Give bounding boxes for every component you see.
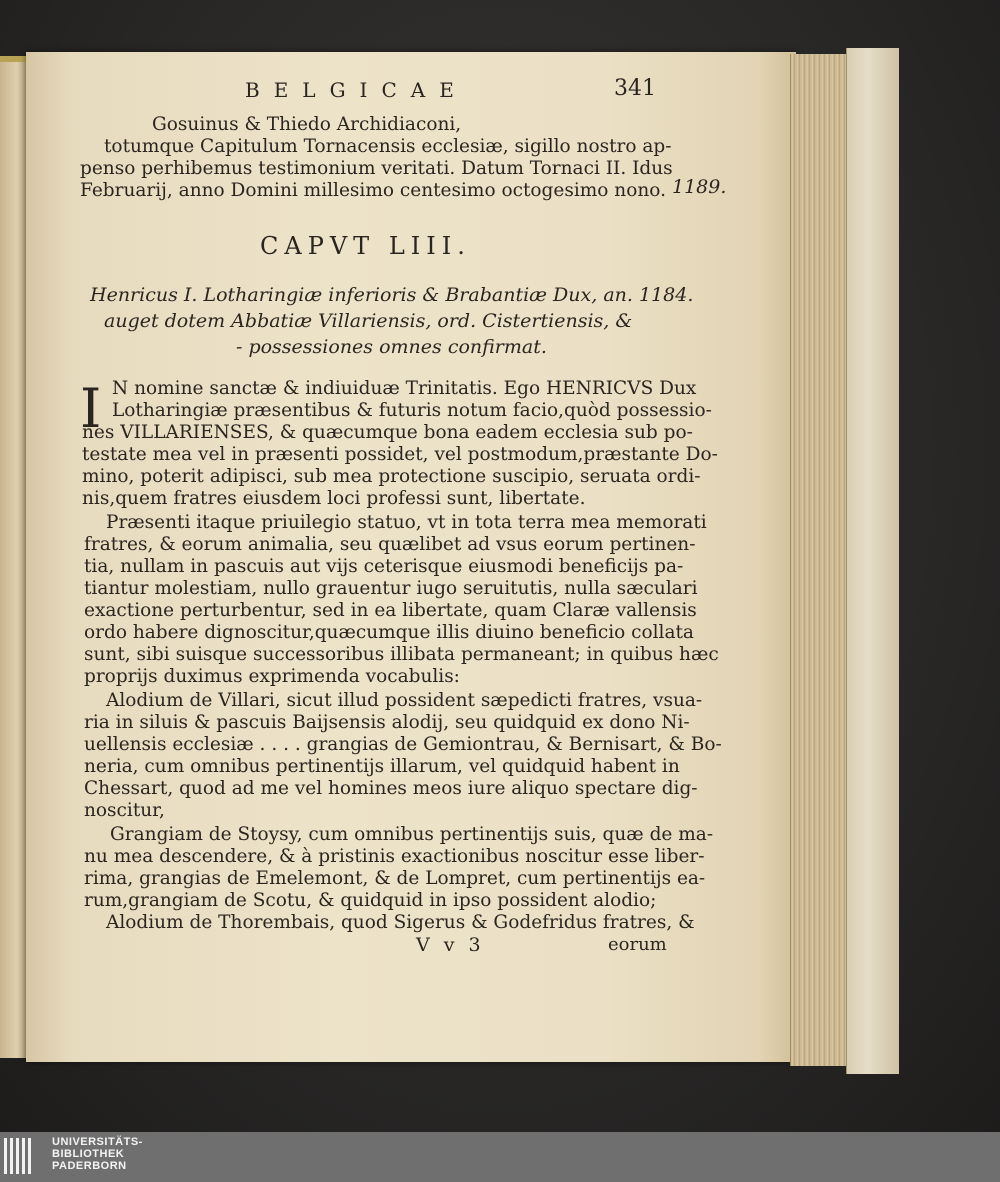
text-line: exactione perturbentur, sed in ea libertate, quam Claræ vallensis <box>84 600 697 621</box>
intro-line: Gosuinus & Thiedo Archidiaconi, <box>152 114 462 135</box>
intro-line: totumque Capitulum Tornacensis ecclesiæ, sigillo nostro ap- <box>104 136 672 157</box>
text-line: Grangiam de Stoysy, cum omnibus pertinentijs suis, quæ de ma- <box>110 824 714 845</box>
text-line: ordo habere dignoscitur,quæcumque illis diuino beneficio collata <box>84 622 694 643</box>
footer-bar <box>0 1132 1000 1182</box>
text-line: mino, poterit adipisci, sub mea protectione suscipio, seruata ordi- <box>82 466 701 487</box>
chapter-summary-line: - possessiones omnes confirmat. <box>236 336 547 358</box>
text-line: proprijs duximus exprimenda vocabulis: <box>84 666 460 687</box>
margin-date: 1189. <box>672 176 727 198</box>
chapter-summary-line: auget dotem Abbatiæ Villariensis, ord. Cistertiensis, & <box>104 310 633 332</box>
text-line: uellensis ecclesiæ . . . . grangias de Gemiontrau, & Bernisart, & Bo- <box>84 734 722 755</box>
catchword: eorum <box>608 934 667 955</box>
text-line: ria in siluis & pascuis Baijsensis alodij, seu quidquid ex dono Ni- <box>84 712 690 733</box>
text-line: nes VILLARIENSES, & quæcumque bona eadem ecclesia sub po- <box>82 422 693 443</box>
text-line: fratres, & eorum animalia, seu quælibet ad vsus eorum pertinen- <box>84 534 696 555</box>
library-logo-icon <box>4 1138 44 1176</box>
text-line: Alodium de Thorembais, quod Sigerus & Godefridus fratres, & <box>106 912 695 933</box>
text-line: tia, nullam in pascuis aut vijs ceterisque eiusmodi beneficijs pa- <box>84 556 684 577</box>
text-line: testate mea vel in præsenti possidet, vel postmodum,præstante Do- <box>82 444 718 465</box>
library-logo-text: UNIVERSITÄTS- BIBLIOTHEK PADERBORN <box>52 1136 143 1172</box>
text-line: Chessart, quod ad me vel homines meos iure aliquo spectare dig- <box>84 778 698 799</box>
intro-line: Februarij, anno Domini millesimo centesimo octogesimo nono. <box>80 180 666 201</box>
chapter-summary-line: Henricus I. Lotharingiæ inferioris & Brabantiæ Dux, an. 1184. <box>90 284 694 306</box>
book-cover-edge <box>846 48 899 1074</box>
text-line: rum,grangiam de Scotu, & quidquid in ipso possident alodio; <box>84 890 657 911</box>
facing-page-edge <box>0 58 29 1058</box>
text-line: tiantur molestiam, nullo grauentur iugo seruitutis, nulla sæculari <box>84 578 698 599</box>
text-line: rima, grangias de Emelemont, & de Lompret, cum pertinentijs ea- <box>84 868 706 889</box>
text-line: nu mea descendere, & à pristinis exactionibus noscitur esse liber- <box>84 846 705 867</box>
text-line: Præsenti itaque priuilegio statuo, vt in tota terra mea memorati <box>106 512 707 533</box>
text-line: Alodium de Villari, sicut illud possident sæpedicti fratres, vsua- <box>106 690 703 711</box>
page-stack-edges <box>790 54 849 1066</box>
running-head: BELGICAE <box>245 78 468 102</box>
text-line: sunt, sibi suisque successoribus illibata permaneant; in quibus hæc <box>84 644 719 665</box>
text-line: Lotharingiæ præsentibus & futuris notum facio,quòd possessio- <box>112 400 712 421</box>
text-line: nis,quem fratres eiusdem loci professi sunt, libertate. <box>82 488 586 509</box>
text-line: noscitur, <box>84 800 165 821</box>
drop-cap: I <box>80 377 102 440</box>
page-number: 341 <box>614 76 656 101</box>
chapter-title: CAPVT LIII. <box>260 232 471 260</box>
signature-mark: V v 3 <box>416 934 485 956</box>
intro-line: penso perhibemus testimonium veritati. Datum Tornaci II. Idus <box>80 158 673 179</box>
text-line: N nomine sanctæ & indiuiduæ Trinitatis. Ego HENRICVS Dux <box>112 378 697 399</box>
text-line: neria, cum omnibus pertinentijs illarum, vel quidquid habent in <box>84 756 680 777</box>
